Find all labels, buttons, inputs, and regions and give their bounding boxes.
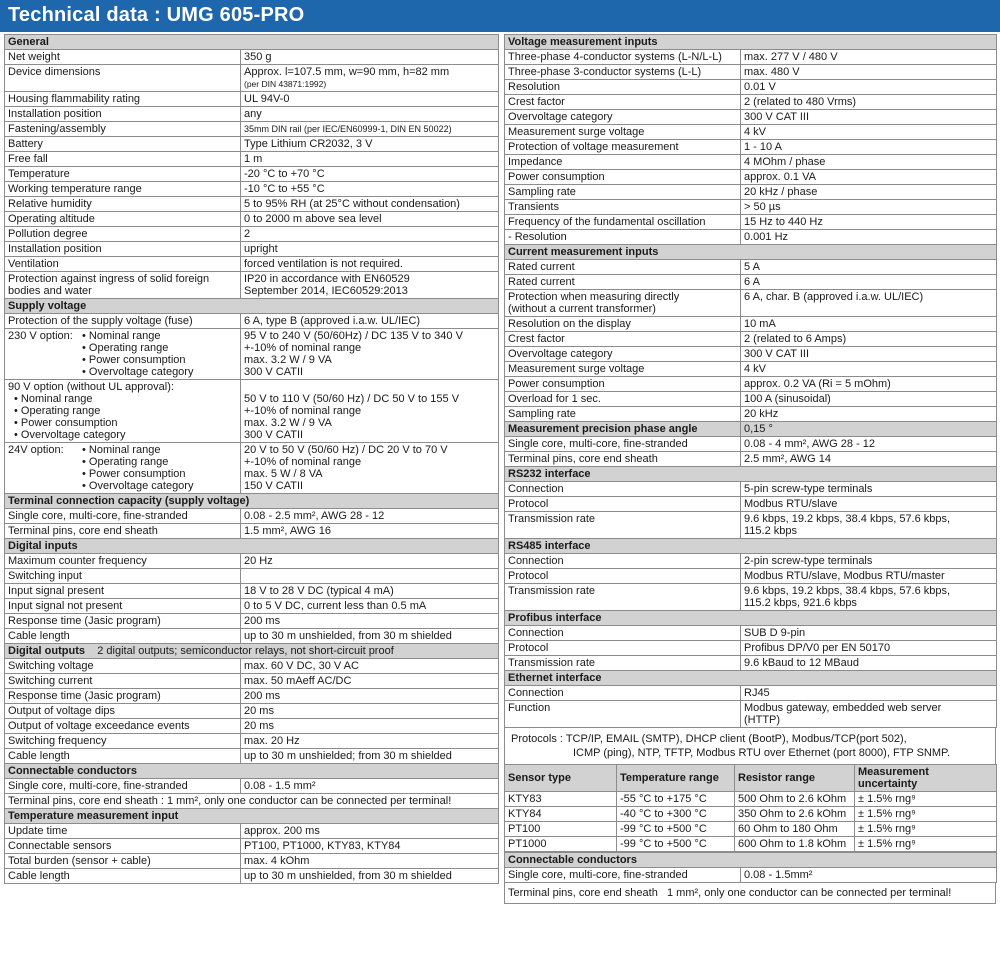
section-digital-inputs: Digital inputs <box>5 539 499 554</box>
section-general: General <box>5 35 499 50</box>
table-row: Pollution degree 2 <box>5 227 499 242</box>
table-row: Crest factor 2 (related to 6 Amps) <box>505 332 997 347</box>
table-row: Response time (Jasic program) 200 ms <box>5 614 499 629</box>
table-row: Ventilation forced ventilation is not required. <box>5 257 499 272</box>
table-row: Crest factor 2 (related to 480 Vrms) <box>505 95 997 110</box>
right-conductors-table <box>504 852 997 883</box>
table-row: Device dimensions Approx. l=107.5 mm, w=90 mm, h=82 mm (per DIN 43871:1992) <box>5 65 499 92</box>
table-row: Protection of the supply voltage (fuse) 6 A, type B (approved i.a.w. UL/IEC) <box>5 314 499 329</box>
left-spec-table <box>4 34 499 884</box>
table-row: Maximum counter frequency 20 Hz <box>5 554 499 569</box>
table-row: Protection against ingress of solid foreign bodies and water IP20 in accordance with EN60529 September 2014, IEC60529:2013 <box>5 272 499 299</box>
page-title: Technical data : UMG 605-PRO <box>8 4 305 26</box>
table-row: Frequency of the fundamental oscillation 15 Hz to 440 Hz <box>505 215 997 230</box>
section-connectable-conductors: Connectable conductors <box>5 764 499 779</box>
table-row: Protocol Profibus DP/V0 per EN 50170 <box>505 641 997 656</box>
table-row: Input signal present 18 V to 28 V DC (typical 4 mA) <box>5 584 499 599</box>
table-row: Response time (Jasic program) 200 ms <box>5 689 499 704</box>
table-row: Output of voltage exceedance events 20 ms <box>5 719 499 734</box>
dimension-value: Approx. l=107.5 mm, w=90 mm, h=82 mm <box>244 66 450 78</box>
section-connectable-conductors-right: Connectable conductors <box>505 853 997 868</box>
table-row: - Resolution 0.001 Hz <box>505 230 997 245</box>
ethernet-protocols: Protocols : TCP/IP, EMAIL (SMTP), DHCP client (BootP), Modbus/TCP(port 502), ICMP (ping), NTP, TFTP, Modbus RTU over Ethernet (port 8000), FTP SNMP. <box>504 728 996 764</box>
table-row: Switching current max. 50 mAeff AC/DC <box>5 674 499 689</box>
left-column <box>4 34 498 884</box>
option-90v: 90 V option (without UL approval): • Nominal range • Operating range • Power consumption • Overvoltage category 50 V to 110 V (50/60 Hz) / DC 50 V to 155 V +-10% of nominal range max. 3.2 W / 9 VA 300 V CATII <box>5 380 499 443</box>
table-row: Free fall 1 m <box>5 152 499 167</box>
table-row: PT1000 -99 °C to +500 °C 600 Ohm to 1.8 kOhm ± 1.5% rng⁹ <box>505 837 997 852</box>
table-row: Net weight 350 g <box>5 50 499 65</box>
table-row: Function Modbus gateway, embedded web server (HTTP) <box>505 701 997 728</box>
table-row: Rated current 5 A <box>505 260 997 275</box>
table-row: Relative humidity 5 to 95% RH (at 25°C without condensation) <box>5 197 499 212</box>
title-banner <box>0 0 1000 32</box>
table-row: Transients > 50 µs <box>505 200 997 215</box>
table-row: Installation position any <box>5 107 499 122</box>
right-column <box>504 34 996 904</box>
table-row: Protection when measuring directly (without a current transformer) 6 A, char. B (approved i.a.w. UL/IEC) <box>505 290 997 317</box>
table-row: PT100 -99 °C to +500 °C 60 Ohm to 180 Ohm ± 1.5% rng⁹ <box>505 822 997 837</box>
table-row: Resolution 0.01 V <box>505 80 997 95</box>
table-row: Transmission rate 9.6 kBaud to 12 MBaud <box>505 656 997 671</box>
table-row: Overvoltage category 300 V CAT III <box>505 347 997 362</box>
option-24v: 24V option: • Nominal range • Operating range • Power consumption • Overvoltage category 20 V to 50 V (50/60 Hz) / DC 20 V to 70 V +-10% of nominal range max. 5 W / 8 VA 150 V CATII <box>5 443 499 494</box>
table-row: Battery Type Lithium CR2032, 3 V <box>5 137 499 152</box>
right-spec-table <box>504 34 997 728</box>
table-row: Switching voltage max. 60 V DC, 30 V AC <box>5 659 499 674</box>
table-row: Rated current 6 A <box>505 275 997 290</box>
table-row: Overload for 1 sec. 100 A (sinusoidal) <box>505 392 997 407</box>
table-row: Single core, multi-core, fine-stranded 0.08 - 1.5mm² <box>505 868 997 883</box>
table-row: Protocol Modbus RTU/slave, Modbus RTU/master <box>505 569 997 584</box>
table-row: Output of voltage dips 20 ms <box>5 704 499 719</box>
table-row: Sampling rate 20 kHz <box>505 407 997 422</box>
table-row: Protection of voltage measurement 1 - 10 A <box>505 140 997 155</box>
sensor-table <box>504 764 997 852</box>
table-row: Housing flammability rating UL 94V-0 <box>5 92 499 107</box>
table-row: KTY84 -40 °C to +300 °C 350 Ohm to 2.6 kOhm ± 1.5% rng⁹ <box>505 807 997 822</box>
table-row: Installation position upright <box>5 242 499 257</box>
section-rs485: RS485 interface <box>505 539 997 554</box>
conductor-note-row: Terminal pins, core end sheath : 1 mm², only one conductor can be connected per terminal! <box>5 794 499 809</box>
table-row: Single core, multi-core, fine-stranded 0.08 - 1.5 mm² <box>5 779 499 794</box>
table-row: Cable length up to 30 m unshielded, from 30 m shielded <box>5 869 499 884</box>
table-row: Resolution on the display 10 mA <box>505 317 997 332</box>
table-row: Terminal pins, core end sheath 2.5 mm², AWG 14 <box>505 452 997 467</box>
table-row: Connectable sensors PT100, PT1000, KTY83, KTY84 <box>5 839 499 854</box>
table-row: Update time approx. 200 ms <box>5 824 499 839</box>
table-row: Power consumption approx. 0.2 VA (Ri = 5 mOhm) <box>505 377 997 392</box>
table-row: Overvoltage category 300 V CAT III <box>505 110 997 125</box>
digital-outputs-note: 2 digital outputs; semiconductor relays, not short-circuit proof <box>97 645 394 657</box>
section-rs232: RS232 interface <box>505 467 997 482</box>
section-current-inputs: Current measurement inputs <box>505 245 997 260</box>
table-row: Sampling rate 20 kHz / phase <box>505 185 997 200</box>
table-row: Impedance 4 MOhm / phase <box>505 155 997 170</box>
section-terminal-capacity: Terminal connection capacity (supply voltage) <box>5 494 499 509</box>
table-row: Input signal not present 0 to 5 V DC, current less than 0.5 mA <box>5 599 499 614</box>
table-row: Transmission rate 9.6 kbps, 19.2 kbps, 38.4 kbps, 57.6 kbps, 115.2 kbps <box>505 512 997 539</box>
table-row: Total burden (sensor + cable) max. 4 kOhm <box>5 854 499 869</box>
table-row: Transmission rate 9.6 kbps, 19.2 kbps, 38.4 kbps, 57.6 kbps, 115.2 kbps, 921.6 kbps <box>505 584 997 611</box>
section-digital-outputs: Digital outputs 2 digital outputs; semiconductor relays, not short-circuit proof <box>5 644 499 659</box>
section-temperature-input: Temperature measurement input <box>5 809 499 824</box>
table-row: Protocol Modbus RTU/slave <box>505 497 997 512</box>
section-profibus: Profibus interface <box>505 611 997 626</box>
table-row: KTY83 -55 °C to +175 °C 500 Ohm to 2.6 kOhm ± 1.5% rng⁹ <box>505 792 997 807</box>
table-row: Cable length up to 30 m unshielded; from 30 m shielded <box>5 749 499 764</box>
table-row: Three-phase 4-conductor systems (L-N/L-L) max. 277 V / 480 V <box>505 50 997 65</box>
section-phase-angle: Measurement precision phase angle 0,15 ° <box>505 422 997 437</box>
table-row: Single core, multi-core, fine-stranded 0.08 - 4 mm², AWG 28 - 12 <box>505 437 997 452</box>
dimension-standard: (per DIN 43871:1992) <box>244 79 327 89</box>
table-row: Working temperature range -10 °C to +55 °C <box>5 182 499 197</box>
table-row: Connection RJ45 <box>505 686 997 701</box>
conductor-tail-note: Terminal pins, core end sheath 1 mm², only one conductor can be connected per terminal! <box>504 883 996 904</box>
table-row: Cable length up to 30 m unshielded, from 30 m shielded <box>5 629 499 644</box>
section-voltage-inputs: Voltage measurement inputs <box>505 35 997 50</box>
table-row: Terminal pins, core end sheath 1.5 mm², AWG 16 <box>5 524 499 539</box>
section-supply-voltage: Supply voltage <box>5 299 499 314</box>
table-row: Temperature -20 °C to +70 °C <box>5 167 499 182</box>
section-ethernet: Ethernet interface <box>505 671 997 686</box>
table-row: Connection 5-pin screw-type terminals <box>505 482 997 497</box>
option-230v: 230 V option: • Nominal range • Operating range • Power consumption • Overvoltage category 95 V to 240 V (50/60Hz) / DC 135 V to 340 V +-10% of nominal range max. 3.2 W / 9 VA 300 V CATII <box>5 329 499 380</box>
table-row: Connection SUB D 9-pin <box>505 626 997 641</box>
table-row: Measurement surge voltage 4 kV <box>505 125 997 140</box>
table-row: Single core, multi-core, fine-stranded 0.08 - 2.5 mm², AWG 28 - 12 <box>5 509 499 524</box>
table-row: Power consumption approx. 0.1 VA <box>505 170 997 185</box>
table-row: Measurement surge voltage 4 kV <box>505 362 997 377</box>
table-row: Switching frequency max. 20 Hz <box>5 734 499 749</box>
sensor-header-row: Sensor type Temperature range Resistor range Measurement uncertainty <box>505 765 997 792</box>
table-row: Fastening/assembly 35mm DIN rail (per IEC/EN60999-1, DIN EN 50022) <box>5 122 499 137</box>
table-row: Switching input <box>5 569 499 584</box>
table-row: Three-phase 3-conductor systems (L-L) max. 480 V <box>505 65 997 80</box>
table-row: Connection 2-pin screw-type terminals <box>505 554 997 569</box>
table-row: Operating altitude 0 to 2000 m above sea level <box>5 212 499 227</box>
